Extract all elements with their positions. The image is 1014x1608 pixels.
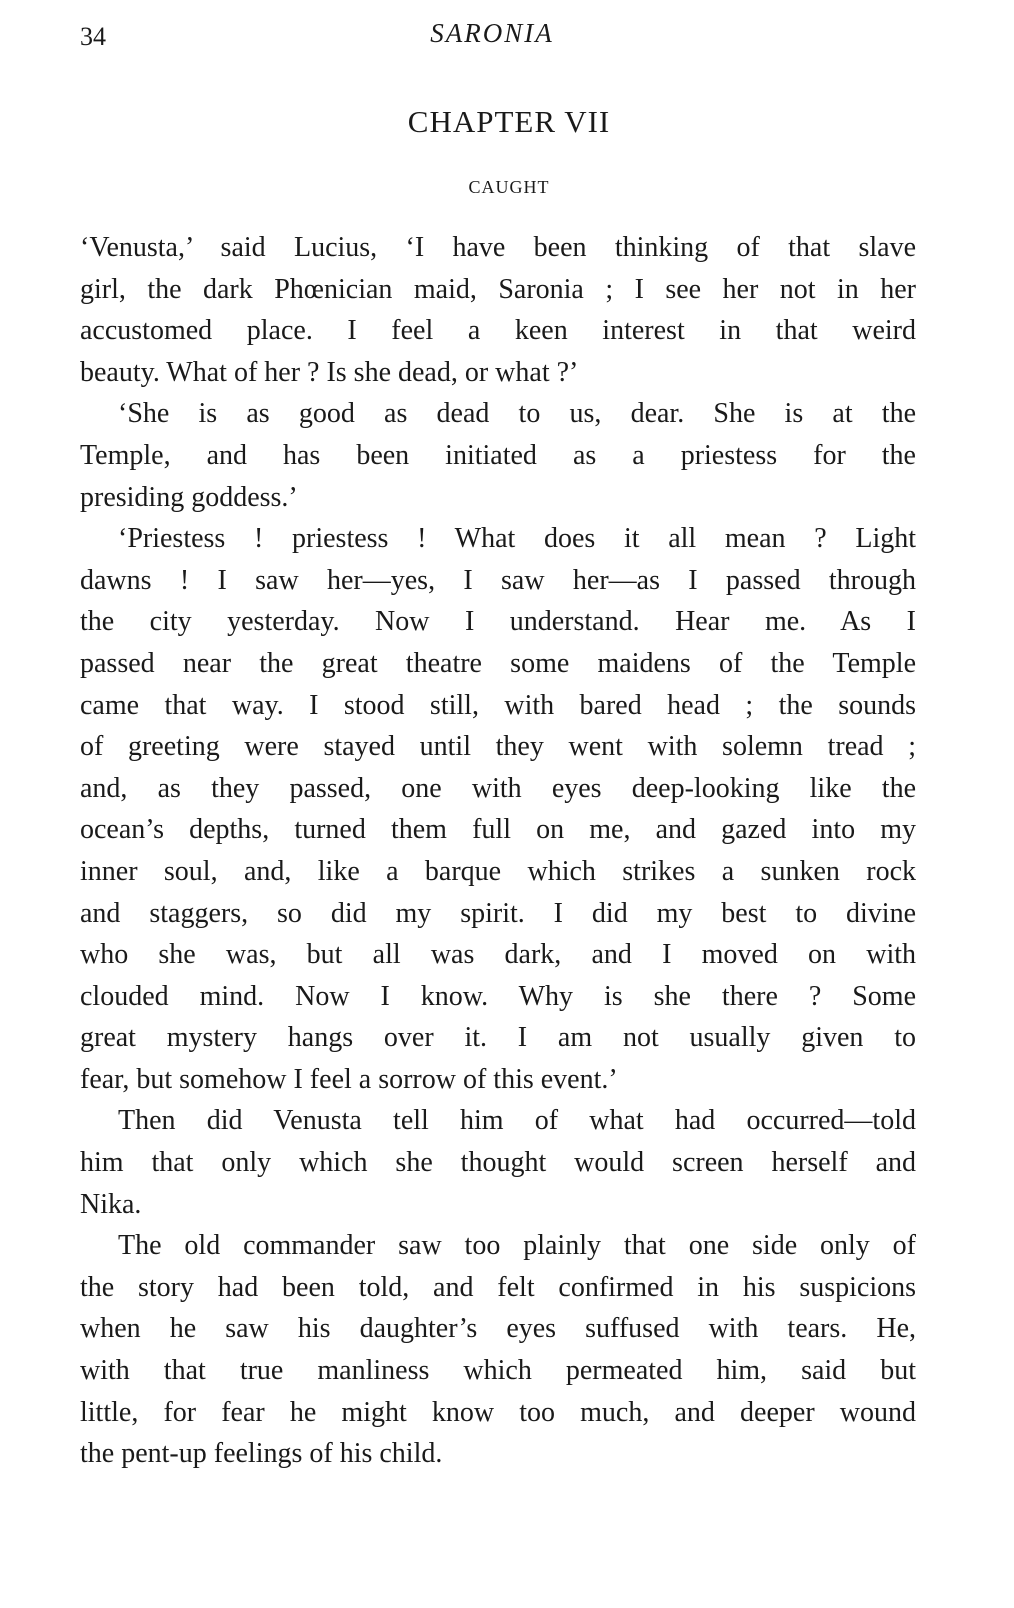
text-line: presiding goddess.’ (80, 481, 298, 513)
page-number: 34 (80, 22, 106, 51)
body-text (80, 227, 916, 1475)
text-line: ‘Priestess ! priestess ! What does it all mean ? Light (118, 523, 916, 555)
text-line: ocean’s depths, turned them full on me, and gazed into my (80, 814, 916, 846)
text-line: when he saw his daughter’s eyes suffused with tears. He, (80, 1313, 916, 1345)
text-line: little, for fear he might know too much, and deeper wound (80, 1396, 916, 1428)
paragraph-4 (80, 1100, 916, 1225)
text-line: the pent-up feelings of his child. (80, 1438, 443, 1470)
paragraph-1 (80, 227, 916, 393)
text-line: the city yesterday. Now I understand. Hear me. As I (80, 606, 916, 638)
text-line: girl, the dark Phœnician maid, Saronia ; I see her not in her (80, 273, 916, 305)
text-line: with that true manliness which permeated him, said but (80, 1355, 916, 1387)
text-line: Temple, and has been initiated as a priestess for the (80, 439, 916, 471)
text-line: ‘She is as good as dead to us, dear. She is at the (118, 398, 916, 430)
text-line: inner soul, and, like a barque which strikes a sunken rock (80, 855, 916, 887)
text-line: passed near the great theatre some maidens of the Temple (80, 647, 916, 679)
text-line: of greeting were stayed until they went with solemn tread ; (80, 731, 916, 763)
running-title: SARONIA (430, 18, 554, 48)
text-line: fear, but somehow I feel a sorrow of this event.’ (80, 1063, 618, 1095)
paragraph-3 (80, 518, 916, 1100)
text-line: came that way. I stood still, with bared head ; the sounds (80, 689, 916, 721)
text-line: and staggers, so did my spirit. I did my best to divine (80, 897, 916, 929)
text-line: dawns ! I saw her—yes, I saw her—as I passed through (80, 564, 916, 596)
paragraph-2 (80, 393, 916, 518)
chapter-subtitle: CAUGHT (468, 177, 550, 197)
text-line: who she was, but all was dark, and I moved on with (80, 939, 916, 971)
text-line: clouded mind. Now I know. Why is she there ? Some (80, 980, 916, 1012)
chapter-title: CHAPTER VII (407, 104, 611, 139)
text-line: beauty. What of her ? Is she dead, or what ?’ (80, 356, 579, 388)
paragraph-5 (80, 1225, 916, 1475)
text-line: Then did Venusta tell him of what had occurred—told (118, 1105, 916, 1137)
text-line: the story had been told, and felt confirmed in his suspicions (80, 1271, 916, 1303)
text-line: him that only which she thought would screen herself and (80, 1147, 916, 1179)
text-line: The old commander saw too plainly that one side only of (118, 1230, 916, 1262)
running-head (80, 18, 916, 54)
text-line: accustomed place. I feel a keen interest in that weird (80, 315, 916, 347)
text-line: Nika. (80, 1188, 142, 1220)
text-line: ‘Venusta,’ said Lucius, ‘I have been thinking of that slave (80, 232, 916, 263)
text-line: and, as they passed, one with eyes deep-looking like the (80, 772, 916, 804)
text-line: great mystery hangs over it. I am not usually given to (80, 1022, 916, 1054)
